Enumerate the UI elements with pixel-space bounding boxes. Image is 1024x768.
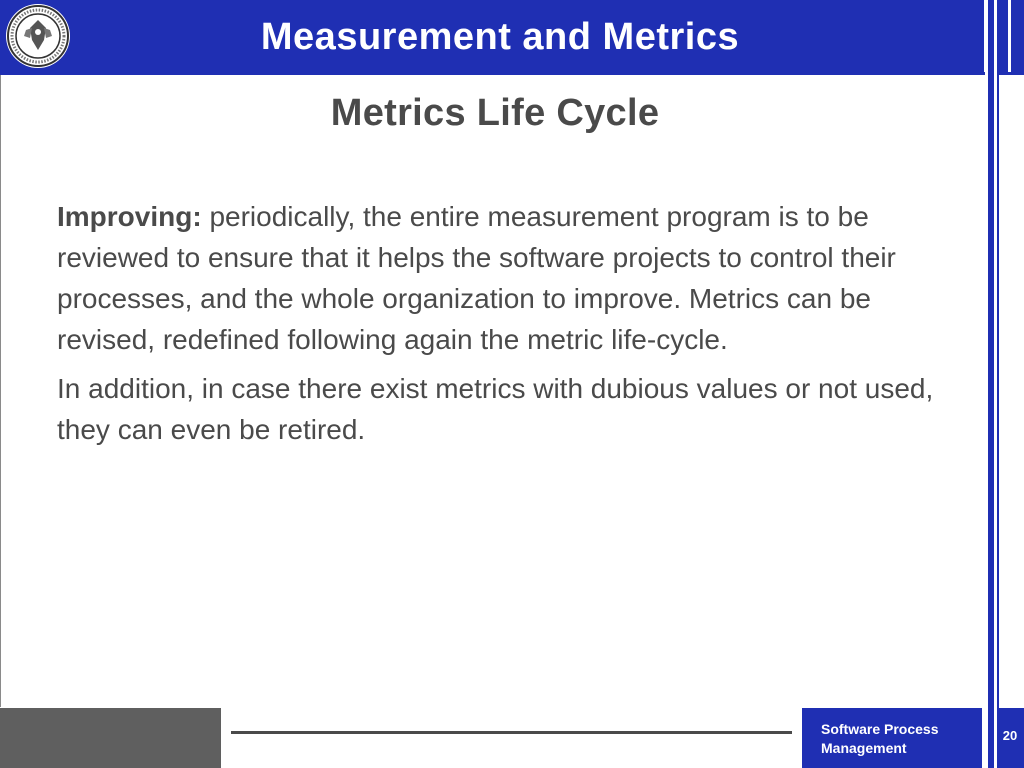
right-rail-gap (1008, 0, 1011, 72)
course-title-line1: Software Process (821, 721, 939, 737)
slide-subtitle: Metrics Life Cycle (330, 92, 660, 134)
left-border (0, 75, 1, 707)
paragraph-retire (57, 368, 972, 450)
slide-body (57, 196, 972, 458)
header-title: Measurement and Metrics (260, 16, 740, 58)
paragraph-text: In addition, in case there exist metrics with dubious values or not used, they can even be retired. (57, 373, 934, 445)
header-underline (0, 72, 1024, 75)
right-rail-top (999, 0, 1024, 72)
footer-course-block (802, 708, 982, 768)
footer-gray-block (0, 708, 221, 768)
course-title (821, 720, 981, 758)
paragraph-lead: Improving: (57, 201, 202, 232)
university-seal-icon (6, 4, 70, 68)
course-title-line2: Management (821, 740, 907, 756)
header-bar (0, 0, 984, 72)
footer-divider (231, 731, 792, 734)
page-number: 20 (1002, 728, 1018, 743)
paragraph-text: periodically, the entire measurement program is to be reviewed to ensure that it helps the software projects to control their processes, and the whole organization to improve. Metrics can be revised, redefined following again the metric life-cycle. (57, 201, 896, 355)
right-rail (997, 0, 999, 768)
paragraph-improving (57, 196, 972, 360)
